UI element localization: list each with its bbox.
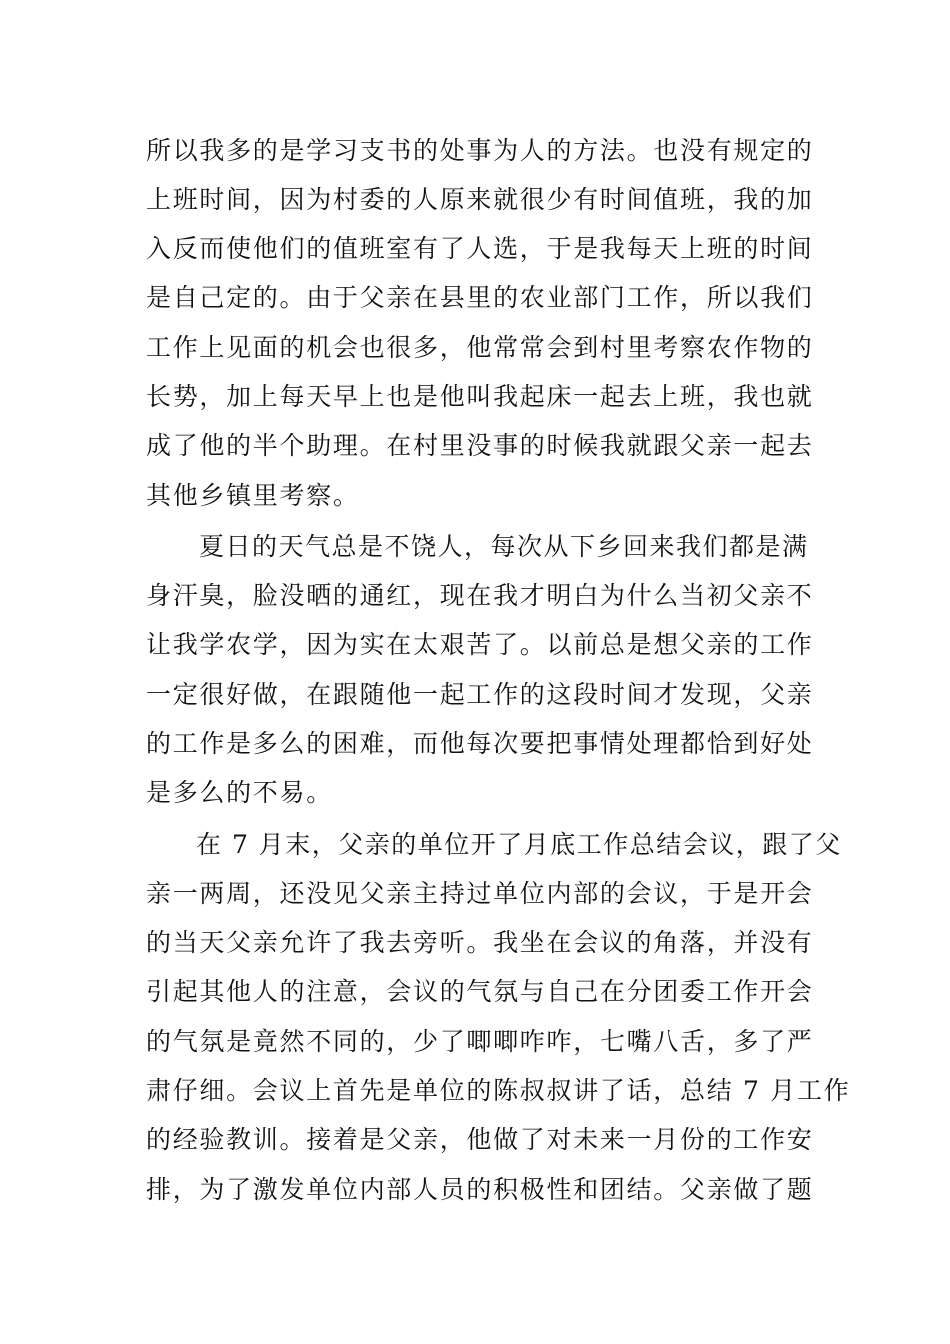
text-line: 工作上见面的机会也很多，他常常会到村里考察农作物的: [146, 333, 814, 362]
text-line: 入反而使他们的值班室有了人选，于是我每天上班的时间: [146, 234, 814, 263]
text-line: 长势，加上每天早上也是他叫我起床一起去上班，我也就: [146, 382, 814, 411]
text-line: 身汗臭，脸没晒的通红，现在我才明白为什么当初父亲不: [146, 581, 814, 610]
text-line: 肃仔细。会议上首先是单位的陈叔叔讲了话，总结 7 月工作: [146, 1076, 851, 1105]
text-line: 所以我多的是学习支书的处事为人的方法。也没有规定的: [146, 136, 814, 165]
text-line: 成了他的半个助理。在村里没事的时候我就跟父亲一起去: [146, 431, 814, 460]
text-line: 让我学农学，因为实在太艰苦了。以前总是想父亲的工作: [146, 630, 814, 659]
text-line: 一定很好做，在跟随他一起工作的这段时间才发现，父亲: [146, 680, 814, 709]
paragraph-first-line: 在 7 月末，父亲的单位开了月底工作总结会议，跟了父: [196, 830, 842, 859]
text-line: 其他乡镇里考察。: [146, 481, 360, 510]
text-line: 的当天父亲允许了我去旁听。我坐在会议的角落，并没有: [146, 928, 814, 957]
text-line: 的气氛是竟然不同的，少了唧唧咋咋，七嘴八舌，多了严: [146, 1027, 814, 1056]
text-line: 的经验教训。接着是父亲，他做了对未来一月份的工作安: [146, 1125, 814, 1154]
text-line: 引起其他人的注意，会议的气氛与自己在分团委工作开会: [146, 977, 814, 1006]
text-line: 是自己定的。由于父亲在县里的农业部门工作，所以我们: [146, 283, 814, 312]
text-line: 是多么的不易。: [146, 778, 333, 807]
text-line: 上班时间，因为村委的人原来就很少有时间值班，我的加: [146, 185, 814, 214]
text-line: 排，为了激发单位内部人员的积极性和团结。父亲做了题: [146, 1175, 814, 1204]
text-line: 的工作是多么的困难，而他每次要把事情处理都恰到好处: [146, 729, 814, 758]
paragraph-first-line: 夏日的天气总是不饶人，每次从下乡回来我们都是满: [199, 532, 809, 561]
text-line: 亲一两周，还没见父亲主持过单位内部的会议，于是开会: [146, 879, 814, 908]
